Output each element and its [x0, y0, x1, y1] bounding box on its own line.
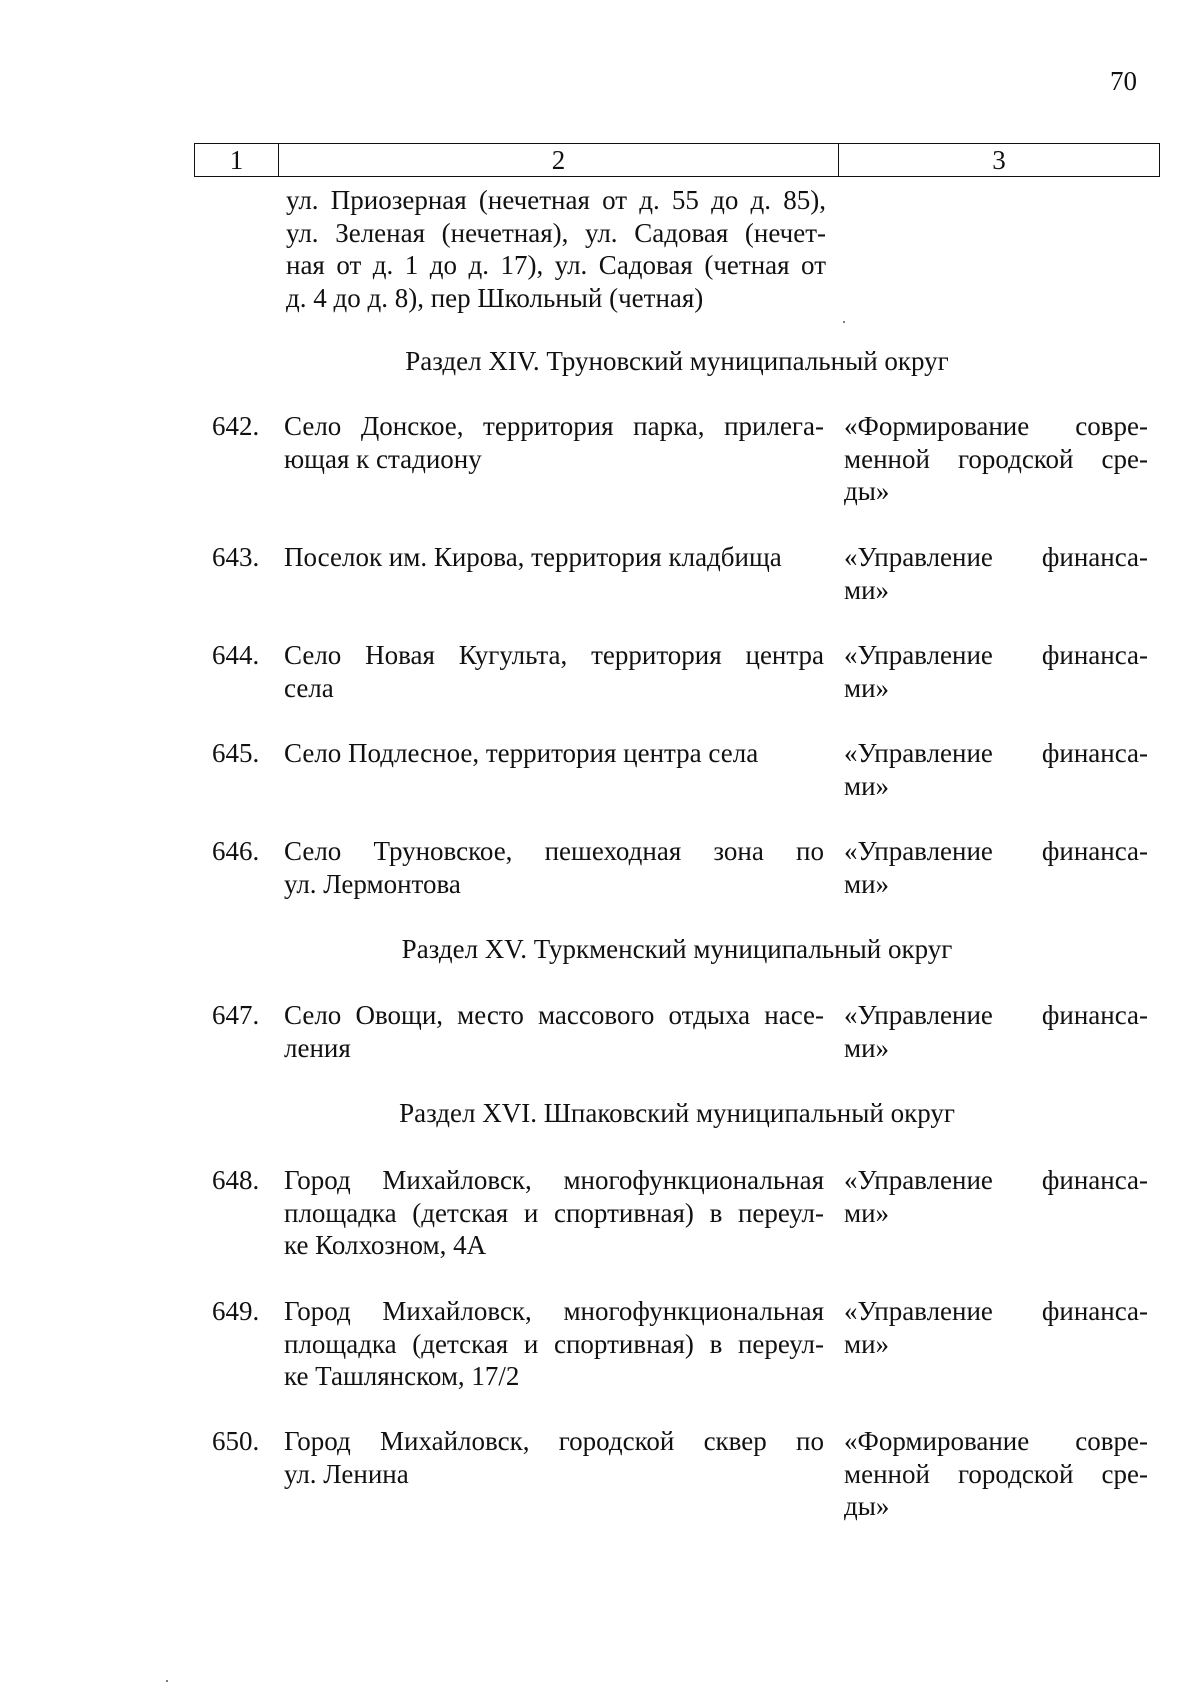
- program-line: «Управление финанса-: [844, 836, 1148, 866]
- program-line: «Формирование совре-: [844, 1426, 1148, 1456]
- description-line: Село Труновское, пешеходная зона по: [284, 836, 824, 866]
- description-line: ке Колхозном, 4А: [284, 1230, 487, 1260]
- row-description: [284, 410, 824, 475]
- description-line: Поселок им. Кирова, территория кладбища: [284, 542, 782, 572]
- description-line: Город Михайловск, городской сквер по: [284, 1426, 824, 1456]
- description-line: села: [284, 672, 334, 703]
- program-line: ми»: [844, 1032, 890, 1063]
- program-line: ми»: [844, 672, 890, 703]
- section-heading-xiv: Раздел XIV. Труновский муниципальный округ: [405, 346, 949, 376]
- section-heading-xvi: Раздел XVI. Шпаковский муниципальный округ: [399, 1098, 955, 1128]
- program-line: ми»: [844, 1197, 890, 1228]
- row-number: 647.: [212, 1000, 260, 1030]
- description-line: Село Новая Кугульта, территория центра: [284, 640, 824, 670]
- program-line: «Формирование совре-: [844, 411, 1148, 441]
- row-number: 649.: [212, 1296, 260, 1326]
- row-description: [284, 639, 824, 704]
- header-col-3: 3: [992, 144, 1006, 175]
- description-line: ления: [284, 1032, 351, 1063]
- program-line: ми»: [844, 770, 890, 801]
- row-program: [844, 835, 1148, 900]
- row-program: [844, 1295, 1148, 1360]
- description-line: Город Михайловск, многофункциональная: [284, 1296, 824, 1326]
- description-line: ке Ташлянском, 17/2: [284, 1361, 520, 1391]
- row-program: [844, 541, 1148, 606]
- header-col-2: 2: [279, 144, 839, 176]
- description-line: Село Подлесное, территория центра села: [284, 738, 759, 768]
- program-line: «Управление финанса-: [844, 738, 1148, 768]
- row-program: [844, 639, 1148, 704]
- program-line: «Управление финанса-: [844, 542, 1148, 572]
- row-number: 646.: [212, 836, 260, 866]
- row-program: [844, 737, 1148, 802]
- program-line: ми»: [844, 1328, 890, 1359]
- row-number: 643.: [212, 542, 260, 572]
- row-description: [284, 1164, 824, 1262]
- continuation-line: ная от д. 1 до д. 17), ул. Садовая (четная от: [286, 250, 826, 280]
- row-number: 650.: [212, 1426, 260, 1456]
- program-line: ды»: [844, 476, 890, 506]
- program-line: «Управление финанса-: [844, 1000, 1148, 1030]
- program-line: ды»: [844, 1491, 890, 1521]
- scan-speck: [166, 1680, 168, 1682]
- row-program: [844, 1164, 1148, 1229]
- row-description: [284, 737, 824, 770]
- scan-speck: [843, 321, 845, 323]
- description-line: ющая к стадиону: [284, 443, 482, 474]
- page-number: 70: [1110, 66, 1137, 96]
- description-line: площадка (детская и спортивная) в переул-: [284, 1197, 824, 1228]
- row-number: 642.: [212, 411, 260, 441]
- row-number: 648.: [212, 1165, 260, 1195]
- description-line: ул. Лермонтова: [284, 868, 461, 899]
- description-line: площадка (детская и спортивная) в переул-: [284, 1328, 824, 1359]
- row-description: [284, 541, 824, 574]
- description-line: Село Донское, территория парка, прилега-: [284, 411, 824, 441]
- row-description: [284, 1425, 824, 1490]
- header-col-1: 1: [195, 144, 279, 176]
- row-program: [844, 999, 1148, 1064]
- program-line: «Управление финанса-: [844, 1165, 1148, 1195]
- program-line: ми»: [844, 574, 890, 605]
- continuation-text: [286, 184, 826, 314]
- program-line: ми»: [844, 868, 890, 899]
- row-description: [284, 835, 824, 900]
- continuation-line: ул. Приозерная (нечетная от д. 55 до д. 85),: [286, 185, 826, 215]
- continuation-line: д. 4 до д. 8), пер Школьный (четная): [286, 282, 704, 313]
- continuation-line: ул. Зеленая (нечетная), ул. Садовая (нечет-: [286, 217, 826, 248]
- description-line: ул. Ленина: [284, 1458, 409, 1489]
- description-line: Село Овощи, место массового отдыха насе-: [284, 1000, 824, 1030]
- row-description: [284, 1295, 824, 1393]
- program-line: менной городской сре-: [844, 443, 1148, 474]
- section-heading-xv: Раздел XV. Туркменский муниципальный округ: [401, 934, 953, 964]
- row-number: 645.: [212, 738, 260, 768]
- description-line: Город Михайловск, многофункциональная: [284, 1165, 824, 1195]
- row-program: [844, 1425, 1148, 1523]
- row-program: [844, 410, 1148, 508]
- row-description: [284, 999, 824, 1064]
- program-line: «Управление финанса-: [844, 1296, 1148, 1326]
- program-line: менной городской сре-: [844, 1458, 1148, 1489]
- program-line: «Управление финанса-: [844, 640, 1148, 670]
- row-number: 644.: [212, 640, 260, 670]
- table-header-row: [194, 143, 1160, 177]
